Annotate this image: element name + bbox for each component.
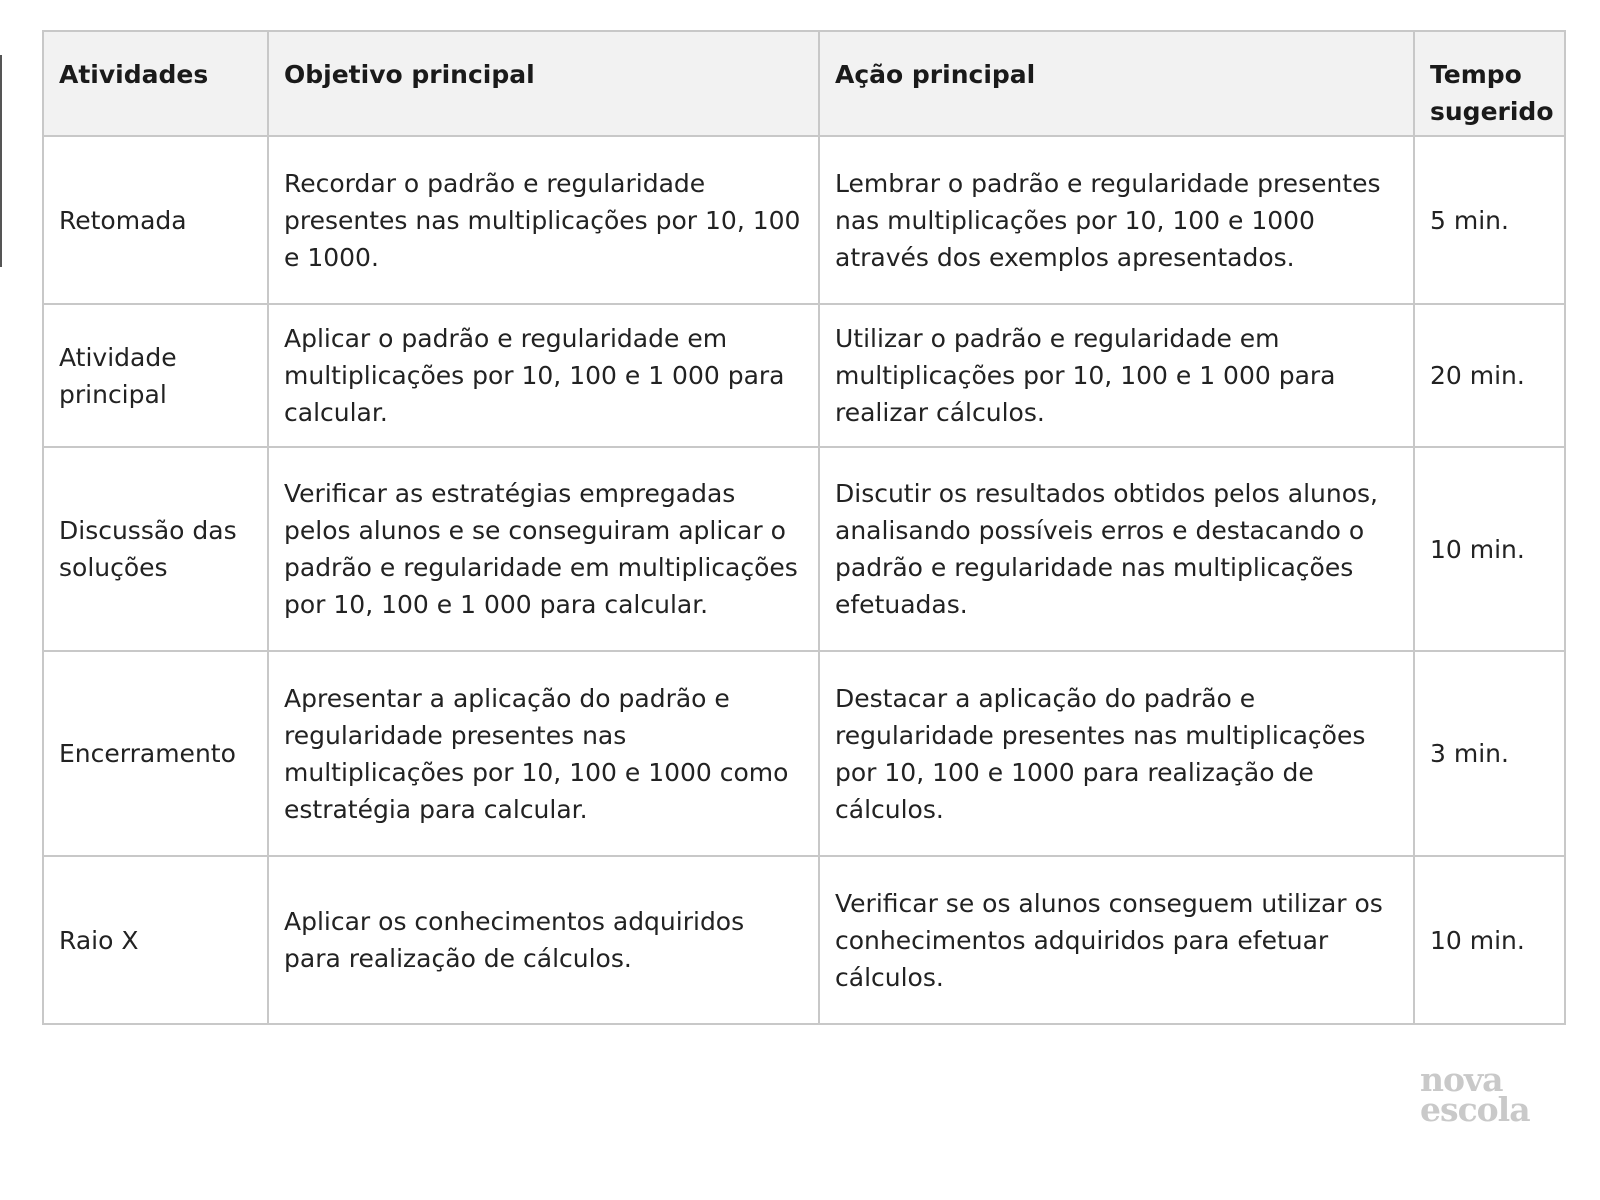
cell-atividade: Retomada xyxy=(43,136,268,304)
table-row xyxy=(43,136,1565,304)
header-acao: Ação principal xyxy=(819,31,1414,136)
cell-acao: Verificar se os alunos conseguem utilizar os conhecimentos adquiridos para efetuar cálculos. xyxy=(819,856,1414,1024)
cell-tempo: 10 min. xyxy=(1414,447,1565,651)
logo-line-1: nova xyxy=(1420,1060,1503,1099)
cell-atividade: Atividade principal xyxy=(43,304,268,447)
cell-acao: Utilizar o padrão e regularidade em multiplicações por 10, 100 e 1 000 para realizar cálculos. xyxy=(819,304,1414,447)
lesson-plan-table xyxy=(42,30,1566,1025)
cell-acao: Lembrar o padrão e regularidade presentes nas multiplicações por 10, 100 e 1000 através dos exemplos apresentados. xyxy=(819,136,1414,304)
left-edge-mark xyxy=(0,55,2,267)
table-row xyxy=(43,856,1565,1024)
cell-acao: Discutir os resultados obtidos pelos alunos, analisando possíveis erros e destacando o padrão e regularidade nas multiplicações efetuadas. xyxy=(819,447,1414,651)
cell-tempo: 3 min. xyxy=(1414,651,1565,856)
cell-atividade: Discussão das soluções xyxy=(43,447,268,651)
header-tempo: Tempo sugerido xyxy=(1414,31,1565,136)
header-atividades: Atividades xyxy=(43,31,268,136)
cell-acao: Destacar a aplicação do padrão e regularidade presentes nas multiplicações por 10, 100 e 1000 para realização de cálculos. xyxy=(819,651,1414,856)
header-objetivo: Objetivo principal xyxy=(268,31,819,136)
nova-escola-logo xyxy=(1420,1060,1540,1129)
cell-tempo: 5 min. xyxy=(1414,136,1565,304)
cell-objetivo: Recordar o padrão e regularidade presentes nas multiplicações por 10, 100 e 1000. xyxy=(268,136,819,304)
table-row xyxy=(43,447,1565,651)
table-row xyxy=(43,651,1565,856)
cell-objetivo: Apresentar a aplicação do padrão e regularidade presentes nas multiplicações por 10, 100 e 1000 como estratégia para calcular. xyxy=(268,651,819,856)
table-row xyxy=(43,304,1565,447)
logo-line-2: escola xyxy=(1420,1090,1530,1129)
cell-tempo: 10 min. xyxy=(1414,856,1565,1024)
cell-objetivo: Aplicar o padrão e regularidade em multiplicações por 10, 100 e 1 000 para calcular. xyxy=(268,304,819,447)
cell-objetivo: Aplicar os conhecimentos adquiridos para realização de cálculos. xyxy=(268,856,819,1024)
table-header-row xyxy=(43,31,1565,136)
cell-atividade: Encerramento xyxy=(43,651,268,856)
cell-atividade: Raio X xyxy=(43,856,268,1024)
cell-objetivo: Verificar as estratégias empregadas pelos alunos e se conseguiram aplicar o padrão e regularidade em multiplicações por 10, 100 e 1 000 para calcular. xyxy=(268,447,819,651)
cell-tempo: 20 min. xyxy=(1414,304,1565,447)
